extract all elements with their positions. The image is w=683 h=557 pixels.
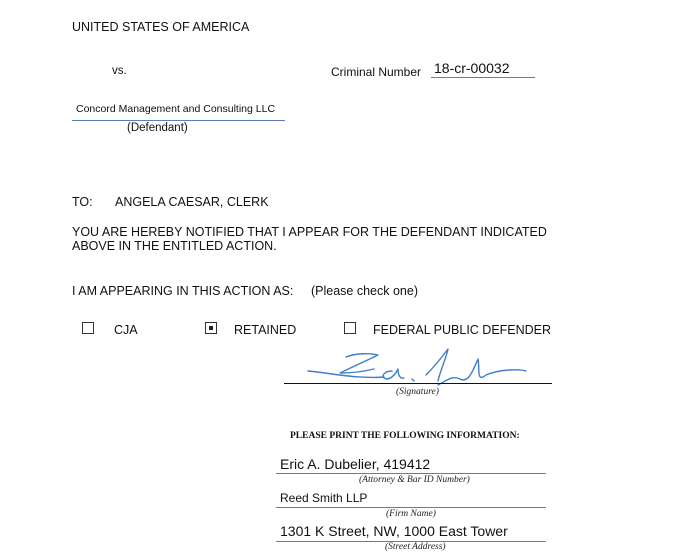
signature-caption: (Signature) [396, 387, 439, 397]
clerk-name: ANGELA CAESAR, CLERK [115, 195, 269, 209]
print-info-heading: PLEASE PRINT THE FOLLOWING INFORMATION: [290, 431, 520, 441]
criminal-number-label: Criminal Number [331, 65, 422, 79]
firm-value: Reed Smith LLP [280, 491, 368, 505]
appearing-label: I AM APPEARING IN THIS ACTION AS: [72, 284, 294, 298]
attorney-caption: (Attorney & Bar ID Number) [359, 475, 470, 485]
firm-caption: (Firm Name) [386, 509, 436, 519]
criminal-number-underline [431, 77, 535, 78]
cja-checkbox[interactable] [82, 322, 94, 334]
defendant-label: (Defendant) [127, 122, 188, 134]
versus-text: vs. [112, 65, 127, 77]
retained-label: RETAINED [234, 323, 297, 337]
federal-public-defender-label: FEDERAL PUBLIC DEFENDER [373, 323, 552, 337]
address-value: 1301 K Street, NW, 1000 East Tower [280, 523, 508, 539]
defendant-name: Concord Management and Consulting LLC [76, 103, 276, 115]
defendant-underline [72, 120, 285, 121]
signature-line [284, 383, 552, 384]
retained-checkbox[interactable] [205, 322, 217, 334]
attorney-value: Eric A. Dubelier, 419412 [280, 456, 431, 472]
address-caption: (Street Address) [385, 542, 446, 552]
to-label: TO: [72, 195, 93, 209]
cja-label: CJA [114, 323, 138, 337]
check-instruction: (Please check one) [311, 284, 419, 298]
federal-public-defender-checkbox[interactable] [344, 322, 356, 334]
criminal-number-value: 18-cr-00032 [434, 60, 510, 76]
firm-underline [276, 507, 546, 508]
plaintiff-name: UNITED STATES OF AMERICA [72, 20, 250, 34]
notice-line-2: ABOVE IN THE ENTITLED ACTION. [72, 239, 277, 253]
checked-mark [209, 326, 213, 330]
notice-line-1: YOU ARE HEREBY NOTIFIED THAT I APPEAR FOR THE DEFENDANT INDICATED [72, 225, 547, 239]
attorney-underline [276, 473, 546, 474]
